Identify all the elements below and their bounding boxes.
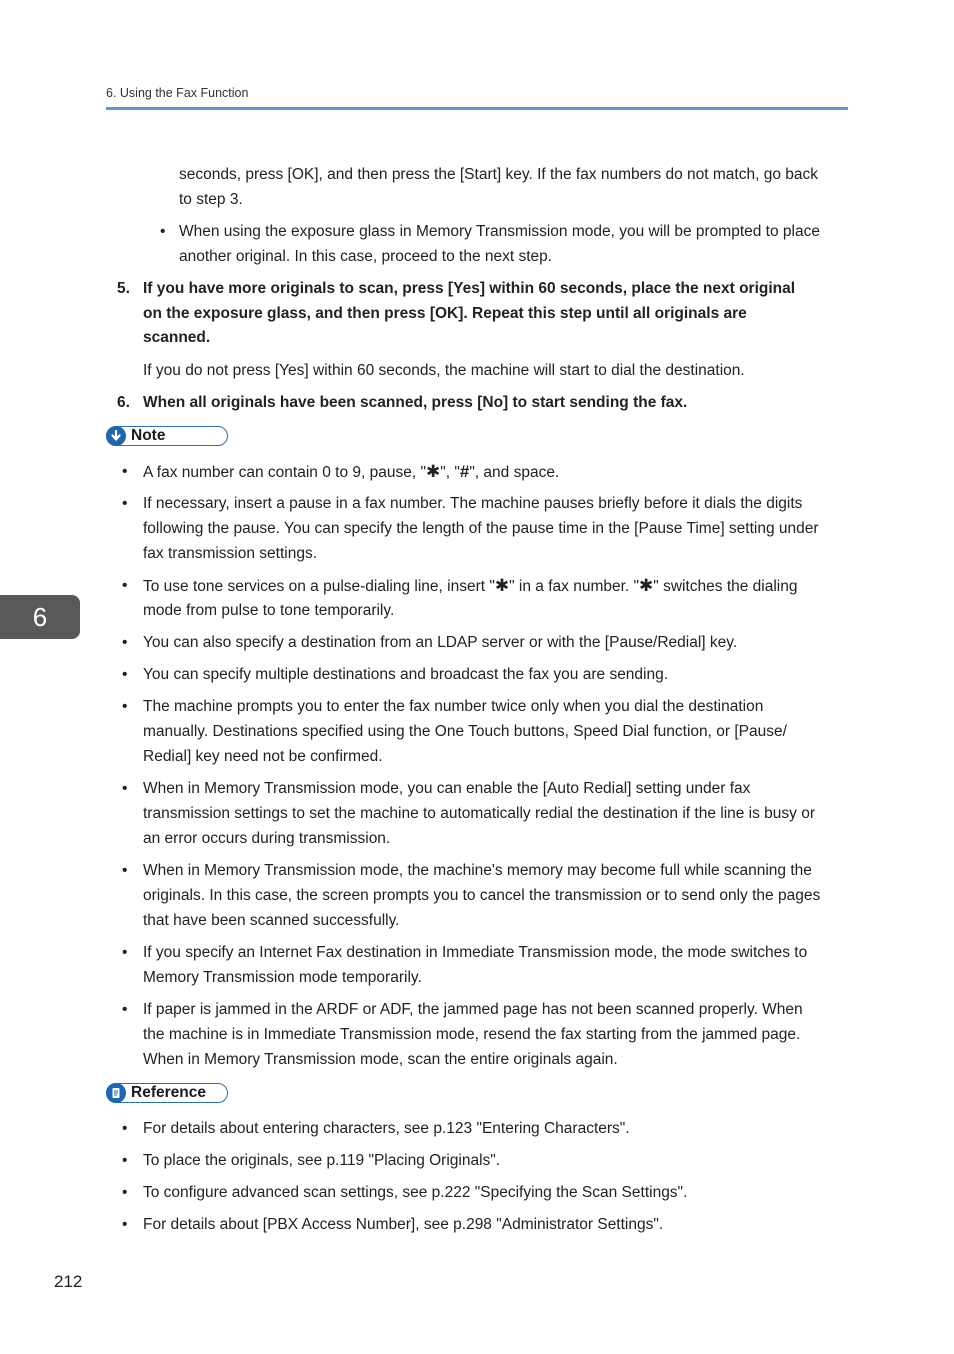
bullet: • [122,1001,128,1018]
note-item-3-line-1: To use tone services on a pulse-dialing line, insert "✱" in a fax number. "✱" switches the dialing [143,576,798,595]
reference-label: Reference [131,1084,206,1101]
note-item-7-line-1: When in Memory Transmission mode, you can enable the [Auto Redial] setting under fax [143,780,751,797]
note-item-4: You can also specify a destination from an LDAP server or with the [Pause/Redial] key. [143,634,738,651]
reference-item-4[interactable]: For details about [PBX Access Number], see p.298 "Administrator Settings". [143,1216,664,1233]
page-number: 212 [54,1272,83,1291]
note-item-8-line-1: When in Memory Transmission mode, the machine's memory may become full while scanning the [143,862,812,879]
note-item-9-line-2: Memory Transmission mode temporarily. [143,969,422,986]
note-item-6-line-1: The machine prompts you to enter the fax number twice only when you dial the destination [143,698,764,715]
reference-item-2[interactable]: To place the originals, see p.119 "Placing Originals". [143,1152,501,1169]
bullet: • [122,495,128,512]
chapter-tab: 6 [0,595,80,639]
hash-symbol: # [459,462,470,481]
bullet: • [160,223,166,240]
bullet: • [122,862,128,879]
bullet: • [122,577,128,594]
document-icon [106,1083,126,1103]
note-item-8-line-3: that have been scanned successfully. [143,912,400,929]
step-6-number: 6. [117,394,130,411]
asterisk-symbol: ✱ [494,576,510,595]
note-item-6-line-3: Redial] key need not be confirmed. [143,748,383,765]
down-arrow-icon [106,426,126,446]
reference-item-1[interactable]: For details about entering characters, see p.123 "Entering Characters". [143,1120,630,1137]
bullet: • [122,666,128,683]
reference-item-3[interactable]: To configure advanced scan settings, see p.222 "Specifying the Scan Settings". [143,1184,688,1201]
note-item-2-line-2: following the pause. You can specify the length of the pause time in the [Pause Time] setting under [143,520,819,537]
bullet: • [122,463,128,480]
continuation-line-2: to step 3. [179,191,243,208]
step-5-number: 5. [117,280,130,297]
note-item-8-line-2: originals. In this case, the screen prompts you to cancel the transmission or to send only the pages [143,887,821,904]
running-header: 6. Using the Fax Function [106,86,249,100]
step-5-line-1: If you have more originals to scan, press [Yes] within 60 seconds, place the next original [143,280,796,297]
bullet: • [122,1152,128,1169]
bullet: • [122,1184,128,1201]
header-rule [106,107,848,110]
note-item-9-line-1: If you specify an Internet Fax destination in Immediate Transmission mode, the mode switches to [143,944,808,961]
note-item-6-line-2: manually. Destinations specified using the One Touch buttons, Speed Dial function, or [Pause/ [143,723,787,740]
bullet: • [122,944,128,961]
asterisk-symbol: ✱ [425,462,441,481]
step-6-line-1: When all originals have been scanned, press [No] to start sending the fax. [143,394,688,411]
note-item-7-line-3: an error occurs during transmission. [143,830,391,847]
continuation-bullet-line-1: When using the exposure glass in Memory Transmission mode, you will be prompted to place [179,223,820,240]
note-item-1: A fax number can contain 0 to 9, pause, "✱", "#", and space. [143,462,560,481]
note-item-5: You can specify multiple destinations and broadcast the fax you are sending. [143,666,669,683]
note-item-10-line-3: When in Memory Transmission mode, scan the entire originals again. [143,1051,618,1068]
continuation-bullet-line-2: another original. In this case, proceed to the next step. [179,248,553,265]
note-label: Note [131,427,166,444]
bullet: • [122,634,128,651]
note-item-7-line-2: transmission settings to set the machine to automatically redial the destination if the line is busy or [143,805,816,822]
bullet: • [122,1120,128,1137]
bullet: • [122,1216,128,1233]
note-item-10-line-1: If paper is jammed in the ARDF or ADF, the jammed page has not been scanned properly. When [143,1001,803,1018]
step-5-line-2: on the exposure glass, and then press [OK]. Repeat this step until all originals are [143,305,747,322]
reference-tag [106,1083,228,1103]
step-5-line-3: scanned. [143,329,211,346]
asterisk-symbol: ✱ [639,576,654,595]
bullet: • [122,698,128,715]
note-item-3-line-2: mode from pulse to tone temporarily. [143,602,395,619]
note-tag [106,426,228,446]
note-item-10-line-2: the machine is in Immediate Transmission mode, resend the fax starting from the jammed page. [143,1026,801,1043]
step-5-detail: If you do not press [Yes] within 60 seconds, the machine will start to dial the destination. [143,362,745,379]
bullet: • [122,780,128,797]
note-item-2-line-1: If necessary, insert a pause in a fax number. The machine pauses briefly before it dials the digits [143,495,803,512]
continuation-line-1: seconds, press [OK], and then press the [Start] key. If the fax numbers do not match, go back [179,166,818,183]
note-item-2-line-3: fax transmission settings. [143,545,318,562]
